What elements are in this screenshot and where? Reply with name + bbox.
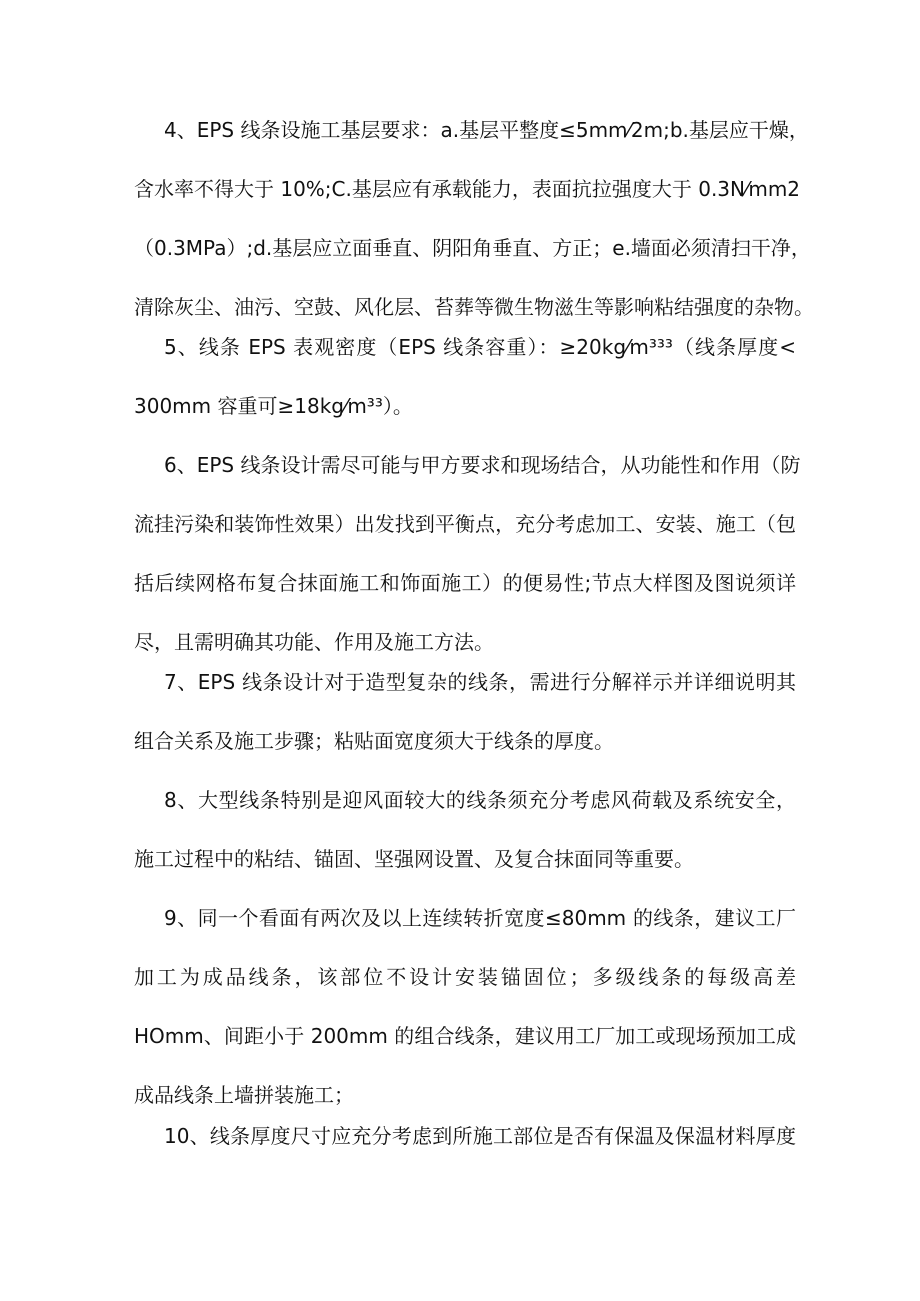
text-line: 9、同一个看面有两次及以上连续转折宽度≤80mm 的线条，建议工厂 (164, 906, 796, 930)
text-line: （0.3MPa）;d.基层应立面垂直、阴阳角垂直、方正；e.墙面必须清扫干净， (134, 236, 811, 260)
text-line: 5、线条 EPS 表观密度（EPS 线条容重）：≥20kg⁄m³³³（线条厚度< (164, 335, 796, 359)
paragraph-4 (134, 118, 814, 356)
text-line: 6、EPS 线条设计需尽可能与甲方要求和现场结合，从功能性和作用（防 (164, 453, 801, 477)
paragraph-9 (134, 908, 796, 1144)
text-line: 加工为成品线条，该部位不设计安装锚固位；多级线条的每级高差 (134, 965, 796, 989)
text-line: 含水率不得大于 10%;C.基层应有承载能力，表面抗拉强度大于 0.3N⁄mm2 (134, 177, 801, 201)
text-line: 7、EPS 线条设计对于造型复杂的线条，需进行分解祥示并详细说明其 (164, 670, 796, 694)
paragraph-5 (134, 337, 796, 455)
text-line: 流挂污染和装饰性效果）出发找到平衡点，充分考虑加工、安装、施工（包 (134, 512, 796, 536)
text-line: 清除灰尘、油污、空鼓、风化层、苔葬等微生物滋生等影响粘结强度的杂物。 (134, 295, 814, 319)
paragraph-7 (134, 672, 796, 790)
text-line: 括后续网格布复合抹面施工和饰面施工）的便易性;节点大样图及图说须详 (134, 571, 796, 595)
paragraph-8 (134, 790, 796, 908)
text-line: 300mm 容重可≥18kg⁄m³³）。 (134, 394, 413, 418)
text-line: 8、大型线条特别是迎风面较大的线条须充分考虑风荷载及系统安全， (164, 788, 796, 812)
text-line: 4、EPS 线条设施工基层要求：a.基层平整度≤5mm⁄2m;b.基层应干燥， (164, 118, 809, 142)
paragraph-10 (134, 1126, 796, 1185)
text-line: 尽，且需明确其功能、作用及施工方法。 (134, 630, 494, 654)
paragraph-6 (134, 453, 801, 691)
text-line: HOmm、间距小于 200mm 的组合线条，建议用工厂加工或现场预加工成 (134, 1024, 796, 1048)
text-line: 施工过程中的粘结、锚固、坚强网设置、及复合抹面同等重要。 (134, 847, 694, 871)
text-line: 组合关系及施工步骤；粘贴面宽度须大于线条的厚度。 (134, 729, 614, 753)
text-line: 10、线条厚度尺寸应充分考虑到所施工部位是否有保温及保温材料厚度 (164, 1124, 796, 1148)
text-line: 成品线条上墙拼装施工； (134, 1083, 354, 1107)
